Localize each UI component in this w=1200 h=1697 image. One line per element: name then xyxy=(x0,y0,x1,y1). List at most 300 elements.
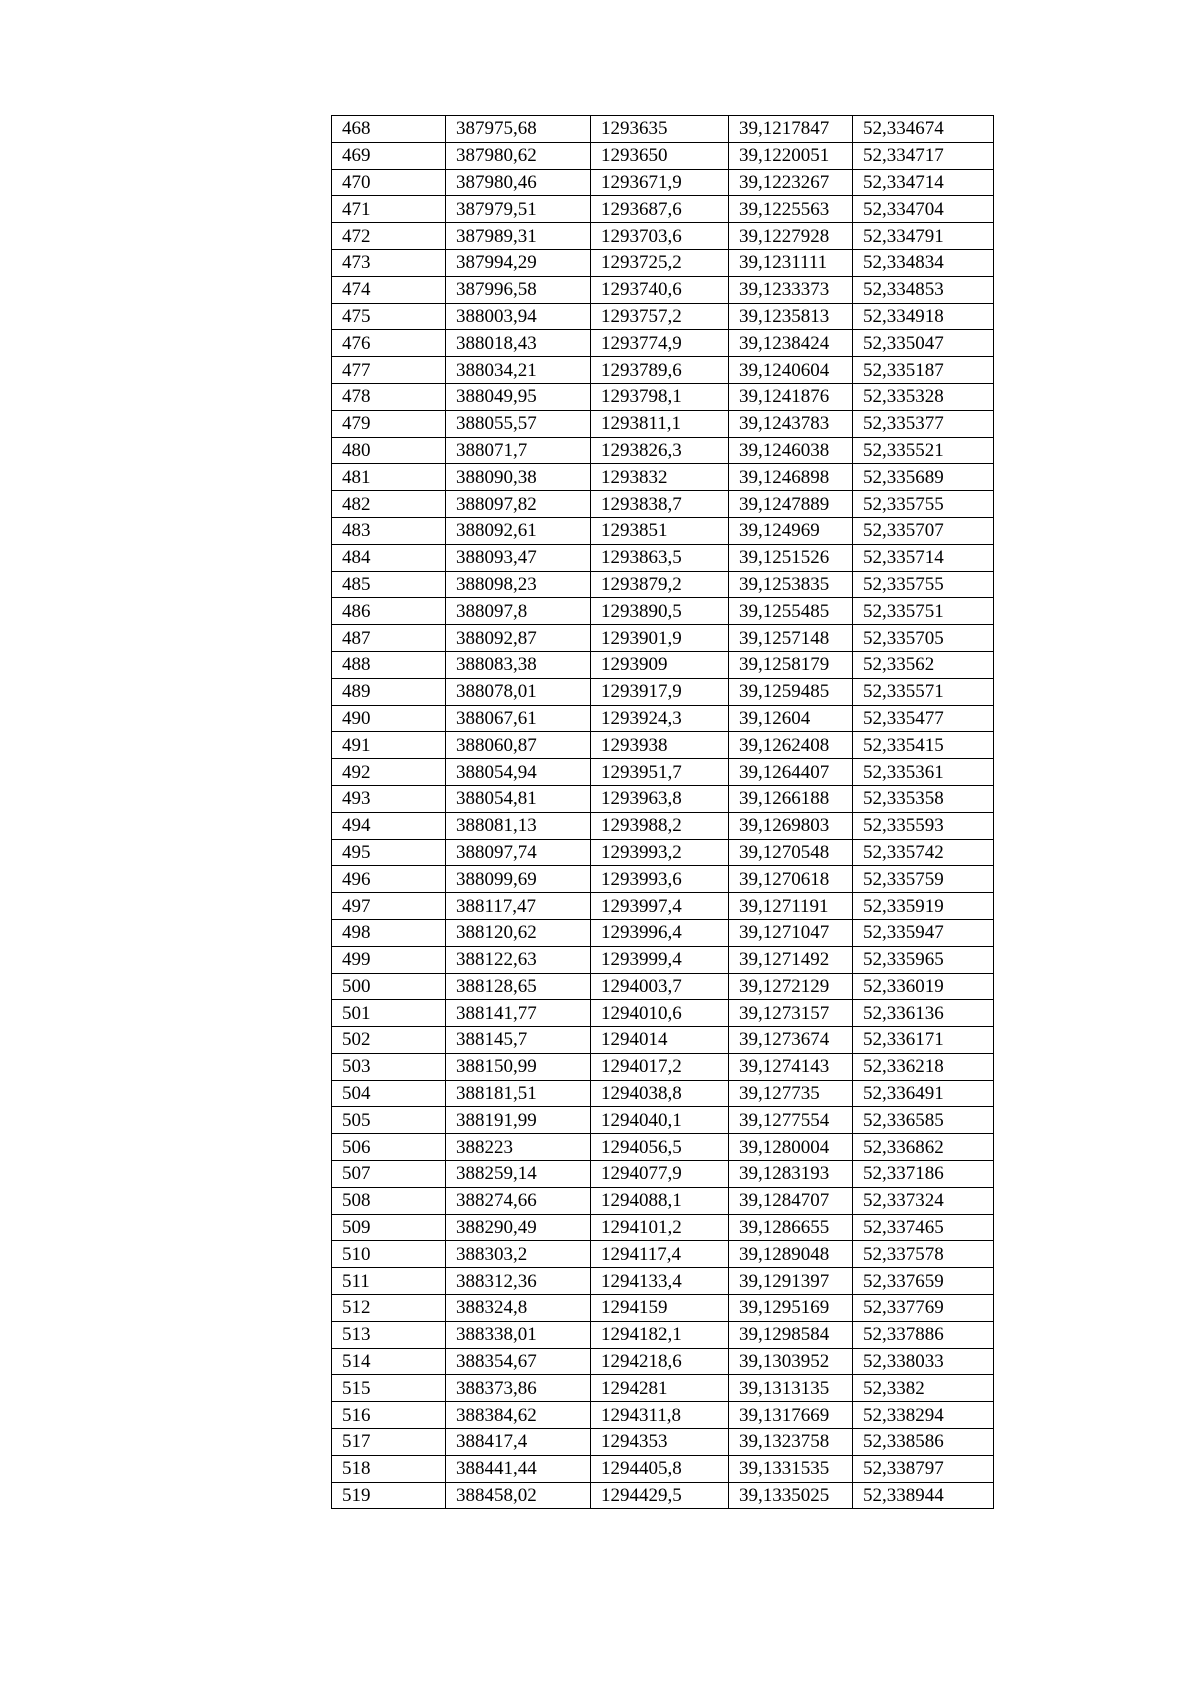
latitude-cell: 52,338797 xyxy=(853,1455,994,1482)
table-row xyxy=(332,169,994,196)
table-row xyxy=(332,517,994,544)
table-row xyxy=(332,571,994,598)
longitude-cell: 39,1217847 xyxy=(729,116,853,143)
latitude-cell: 52,338944 xyxy=(853,1482,994,1509)
latitude-cell: 52,335965 xyxy=(853,946,994,973)
x-coordinate-cell: 388384,62 xyxy=(446,1402,591,1429)
table-row xyxy=(332,383,994,410)
x-coordinate-cell: 388290,49 xyxy=(446,1214,591,1241)
table-row xyxy=(332,1241,994,1268)
y-coordinate-cell: 1294311,8 xyxy=(591,1402,729,1429)
latitude-cell: 52,335187 xyxy=(853,357,994,384)
latitude-cell: 52,336491 xyxy=(853,1080,994,1107)
point-number-cell: 492 xyxy=(332,759,446,786)
table-row xyxy=(332,303,994,330)
longitude-cell: 39,1233373 xyxy=(729,276,853,303)
y-coordinate-cell: 1294056,5 xyxy=(591,1134,729,1161)
point-number-cell: 490 xyxy=(332,705,446,732)
longitude-cell: 39,1286655 xyxy=(729,1214,853,1241)
point-number-cell: 512 xyxy=(332,1295,446,1322)
y-coordinate-cell: 1293838,7 xyxy=(591,491,729,518)
y-coordinate-cell: 1293993,2 xyxy=(591,839,729,866)
latitude-cell: 52,334714 xyxy=(853,169,994,196)
table-row xyxy=(332,1455,994,1482)
point-number-cell: 519 xyxy=(332,1482,446,1509)
x-coordinate-cell: 388099,69 xyxy=(446,866,591,893)
x-coordinate-cell: 388128,65 xyxy=(446,973,591,1000)
point-number-cell: 471 xyxy=(332,196,446,223)
latitude-cell: 52,336585 xyxy=(853,1107,994,1134)
y-coordinate-cell: 1294218,6 xyxy=(591,1348,729,1375)
latitude-cell: 52,336171 xyxy=(853,1027,994,1054)
y-coordinate-cell: 1294088,1 xyxy=(591,1187,729,1214)
table-row xyxy=(332,1053,994,1080)
y-coordinate-cell: 1294003,7 xyxy=(591,973,729,1000)
longitude-cell: 39,1274143 xyxy=(729,1053,853,1080)
x-coordinate-cell: 388191,99 xyxy=(446,1107,591,1134)
latitude-cell: 52,335714 xyxy=(853,544,994,571)
y-coordinate-cell: 1293963,8 xyxy=(591,785,729,812)
longitude-cell: 39,1246038 xyxy=(729,437,853,464)
y-coordinate-cell: 1293757,2 xyxy=(591,303,729,330)
latitude-cell: 52,334791 xyxy=(853,223,994,250)
latitude-cell: 52,335751 xyxy=(853,598,994,625)
latitude-cell: 52,337578 xyxy=(853,1241,994,1268)
longitude-cell: 39,1289048 xyxy=(729,1241,853,1268)
point-number-cell: 472 xyxy=(332,223,446,250)
y-coordinate-cell: 1294040,1 xyxy=(591,1107,729,1134)
y-coordinate-cell: 1293811,1 xyxy=(591,410,729,437)
longitude-cell: 39,1269803 xyxy=(729,812,853,839)
table-row xyxy=(332,946,994,973)
table-row xyxy=(332,973,994,1000)
y-coordinate-cell: 1294017,2 xyxy=(591,1053,729,1080)
latitude-cell: 52,335947 xyxy=(853,919,994,946)
longitude-cell: 39,1262408 xyxy=(729,732,853,759)
longitude-cell: 39,124969 xyxy=(729,517,853,544)
table-row xyxy=(332,785,994,812)
point-number-cell: 483 xyxy=(332,517,446,544)
table-row xyxy=(332,1214,994,1241)
table-row xyxy=(332,357,994,384)
point-number-cell: 480 xyxy=(332,437,446,464)
longitude-cell: 39,1247889 xyxy=(729,491,853,518)
y-coordinate-cell: 1293798,1 xyxy=(591,383,729,410)
point-number-cell: 491 xyxy=(332,732,446,759)
y-coordinate-cell: 1293851 xyxy=(591,517,729,544)
latitude-cell: 52,334834 xyxy=(853,249,994,276)
latitude-cell: 52,337769 xyxy=(853,1295,994,1322)
point-number-cell: 478 xyxy=(332,383,446,410)
longitude-cell: 39,1277554 xyxy=(729,1107,853,1134)
table-row xyxy=(332,437,994,464)
y-coordinate-cell: 1294077,9 xyxy=(591,1161,729,1188)
point-number-cell: 486 xyxy=(332,598,446,625)
x-coordinate-cell: 388098,23 xyxy=(446,571,591,598)
y-coordinate-cell: 1293909 xyxy=(591,651,729,678)
y-coordinate-cell: 1293997,4 xyxy=(591,893,729,920)
x-coordinate-cell: 388054,81 xyxy=(446,785,591,812)
table-row xyxy=(332,1268,994,1295)
longitude-cell: 39,1273157 xyxy=(729,1000,853,1027)
latitude-cell: 52,338586 xyxy=(853,1429,994,1456)
x-coordinate-cell: 387980,62 xyxy=(446,142,591,169)
y-coordinate-cell: 1293671,9 xyxy=(591,169,729,196)
point-number-cell: 508 xyxy=(332,1187,446,1214)
x-coordinate-cell: 387980,46 xyxy=(446,169,591,196)
y-coordinate-cell: 1293901,9 xyxy=(591,625,729,652)
x-coordinate-cell: 388093,47 xyxy=(446,544,591,571)
longitude-cell: 39,1223267 xyxy=(729,169,853,196)
longitude-cell: 39,1241876 xyxy=(729,383,853,410)
longitude-cell: 39,1317669 xyxy=(729,1402,853,1429)
x-coordinate-cell: 388120,62 xyxy=(446,919,591,946)
y-coordinate-cell: 1293725,2 xyxy=(591,249,729,276)
table-row xyxy=(332,249,994,276)
table-row xyxy=(332,651,994,678)
y-coordinate-cell: 1293924,3 xyxy=(591,705,729,732)
latitude-cell: 52,337324 xyxy=(853,1187,994,1214)
y-coordinate-cell: 1294101,2 xyxy=(591,1214,729,1241)
longitude-cell: 39,1266188 xyxy=(729,785,853,812)
y-coordinate-cell: 1294010,6 xyxy=(591,1000,729,1027)
x-coordinate-cell: 388092,87 xyxy=(446,625,591,652)
y-coordinate-cell: 1294038,8 xyxy=(591,1080,729,1107)
y-coordinate-cell: 1293650 xyxy=(591,142,729,169)
latitude-cell: 52,334853 xyxy=(853,276,994,303)
table-row xyxy=(332,1187,994,1214)
point-number-cell: 482 xyxy=(332,491,446,518)
latitude-cell: 52,335377 xyxy=(853,410,994,437)
longitude-cell: 39,1270618 xyxy=(729,866,853,893)
longitude-cell: 39,1227928 xyxy=(729,223,853,250)
table-row xyxy=(332,276,994,303)
x-coordinate-cell: 388303,2 xyxy=(446,1241,591,1268)
longitude-cell: 39,1291397 xyxy=(729,1268,853,1295)
x-coordinate-cell: 388338,01 xyxy=(446,1321,591,1348)
x-coordinate-cell: 388083,38 xyxy=(446,651,591,678)
x-coordinate-cell: 388097,82 xyxy=(446,491,591,518)
latitude-cell: 52,337186 xyxy=(853,1161,994,1188)
point-number-cell: 506 xyxy=(332,1134,446,1161)
latitude-cell: 52,335358 xyxy=(853,785,994,812)
table-row xyxy=(332,1375,994,1402)
table-row xyxy=(332,732,994,759)
point-number-cell: 504 xyxy=(332,1080,446,1107)
latitude-cell: 52,335755 xyxy=(853,491,994,518)
x-coordinate-cell: 388117,47 xyxy=(446,893,591,920)
y-coordinate-cell: 1293687,6 xyxy=(591,196,729,223)
y-coordinate-cell: 1294159 xyxy=(591,1295,729,1322)
table-row xyxy=(332,1295,994,1322)
y-coordinate-cell: 1294405,8 xyxy=(591,1455,729,1482)
point-number-cell: 494 xyxy=(332,812,446,839)
table-row xyxy=(332,223,994,250)
longitude-cell: 39,1255485 xyxy=(729,598,853,625)
x-coordinate-cell: 388092,61 xyxy=(446,517,591,544)
latitude-cell: 52,338033 xyxy=(853,1348,994,1375)
latitude-cell: 52,338294 xyxy=(853,1402,994,1429)
point-number-cell: 496 xyxy=(332,866,446,893)
point-number-cell: 497 xyxy=(332,893,446,920)
longitude-cell: 39,1246898 xyxy=(729,464,853,491)
x-coordinate-cell: 387996,58 xyxy=(446,276,591,303)
latitude-cell: 52,334918 xyxy=(853,303,994,330)
longitude-cell: 39,1231111 xyxy=(729,249,853,276)
y-coordinate-cell: 1293703,6 xyxy=(591,223,729,250)
table-row xyxy=(332,1482,994,1509)
table-row xyxy=(332,196,994,223)
longitude-cell: 39,1283193 xyxy=(729,1161,853,1188)
point-number-cell: 513 xyxy=(332,1321,446,1348)
latitude-cell: 52,337659 xyxy=(853,1268,994,1295)
longitude-cell: 39,1273674 xyxy=(729,1027,853,1054)
latitude-cell: 52,334674 xyxy=(853,116,994,143)
point-number-cell: 495 xyxy=(332,839,446,866)
x-coordinate-cell: 388097,8 xyxy=(446,598,591,625)
y-coordinate-cell: 1294117,4 xyxy=(591,1241,729,1268)
x-coordinate-cell: 388274,66 xyxy=(446,1187,591,1214)
table-row xyxy=(332,705,994,732)
latitude-cell: 52,335742 xyxy=(853,839,994,866)
latitude-cell: 52,335415 xyxy=(853,732,994,759)
x-coordinate-cell: 388122,63 xyxy=(446,946,591,973)
point-number-cell: 518 xyxy=(332,1455,446,1482)
x-coordinate-cell: 388145,7 xyxy=(446,1027,591,1054)
y-coordinate-cell: 1293988,2 xyxy=(591,812,729,839)
y-coordinate-cell: 1294014 xyxy=(591,1027,729,1054)
x-coordinate-cell: 388223 xyxy=(446,1134,591,1161)
point-number-cell: 499 xyxy=(332,946,446,973)
latitude-cell: 52,335759 xyxy=(853,866,994,893)
longitude-cell: 39,1251526 xyxy=(729,544,853,571)
point-number-cell: 516 xyxy=(332,1402,446,1429)
table-row xyxy=(332,410,994,437)
point-number-cell: 469 xyxy=(332,142,446,169)
latitude-cell: 52,337886 xyxy=(853,1321,994,1348)
longitude-cell: 39,1335025 xyxy=(729,1482,853,1509)
y-coordinate-cell: 1293951,7 xyxy=(591,759,729,786)
longitude-cell: 39,1220051 xyxy=(729,142,853,169)
x-coordinate-cell: 388067,61 xyxy=(446,705,591,732)
latitude-cell: 52,335361 xyxy=(853,759,994,786)
x-coordinate-cell: 387975,68 xyxy=(446,116,591,143)
table-row xyxy=(332,1134,994,1161)
table-row xyxy=(332,1321,994,1348)
x-coordinate-cell: 388259,14 xyxy=(446,1161,591,1188)
latitude-cell: 52,337465 xyxy=(853,1214,994,1241)
x-coordinate-cell: 387989,31 xyxy=(446,223,591,250)
y-coordinate-cell: 1293996,4 xyxy=(591,919,729,946)
x-coordinate-cell: 388081,13 xyxy=(446,812,591,839)
latitude-cell: 52,336218 xyxy=(853,1053,994,1080)
x-coordinate-cell: 388055,57 xyxy=(446,410,591,437)
point-number-cell: 514 xyxy=(332,1348,446,1375)
table-row xyxy=(332,142,994,169)
longitude-cell: 39,1225563 xyxy=(729,196,853,223)
latitude-cell: 52,335919 xyxy=(853,893,994,920)
point-number-cell: 475 xyxy=(332,303,446,330)
y-coordinate-cell: 1293832 xyxy=(591,464,729,491)
point-number-cell: 509 xyxy=(332,1214,446,1241)
table-row xyxy=(332,812,994,839)
point-number-cell: 501 xyxy=(332,1000,446,1027)
point-number-cell: 477 xyxy=(332,357,446,384)
point-number-cell: 468 xyxy=(332,116,446,143)
y-coordinate-cell: 1293789,6 xyxy=(591,357,729,384)
x-coordinate-cell: 388141,77 xyxy=(446,1000,591,1027)
longitude-cell: 39,12604 xyxy=(729,705,853,732)
latitude-cell: 52,335047 xyxy=(853,330,994,357)
table-row xyxy=(332,839,994,866)
point-number-cell: 474 xyxy=(332,276,446,303)
point-number-cell: 503 xyxy=(332,1053,446,1080)
x-coordinate-cell: 388181,51 xyxy=(446,1080,591,1107)
longitude-cell: 39,1271191 xyxy=(729,893,853,920)
table-row xyxy=(332,464,994,491)
longitude-cell: 39,1259485 xyxy=(729,678,853,705)
table-row xyxy=(332,1080,994,1107)
y-coordinate-cell: 1293917,9 xyxy=(591,678,729,705)
longitude-cell: 39,1258179 xyxy=(729,651,853,678)
x-coordinate-cell: 387979,51 xyxy=(446,196,591,223)
point-number-cell: 488 xyxy=(332,651,446,678)
y-coordinate-cell: 1293863,5 xyxy=(591,544,729,571)
table-row xyxy=(332,678,994,705)
point-number-cell: 493 xyxy=(332,785,446,812)
y-coordinate-cell: 1293826,3 xyxy=(591,437,729,464)
x-coordinate-cell: 388458,02 xyxy=(446,1482,591,1509)
y-coordinate-cell: 1293774,9 xyxy=(591,330,729,357)
x-coordinate-cell: 388324,8 xyxy=(446,1295,591,1322)
longitude-cell: 39,1284707 xyxy=(729,1187,853,1214)
x-coordinate-cell: 388373,86 xyxy=(446,1375,591,1402)
table-row xyxy=(332,625,994,652)
longitude-cell: 39,1271047 xyxy=(729,919,853,946)
latitude-cell: 52,335593 xyxy=(853,812,994,839)
table-row xyxy=(332,330,994,357)
y-coordinate-cell: 1293879,2 xyxy=(591,571,729,598)
longitude-cell: 39,1295169 xyxy=(729,1295,853,1322)
point-number-cell: 515 xyxy=(332,1375,446,1402)
point-number-cell: 510 xyxy=(332,1241,446,1268)
latitude-cell: 52,336136 xyxy=(853,1000,994,1027)
longitude-cell: 39,1240604 xyxy=(729,357,853,384)
x-coordinate-cell: 388018,43 xyxy=(446,330,591,357)
x-coordinate-cell: 388312,36 xyxy=(446,1268,591,1295)
point-number-cell: 489 xyxy=(332,678,446,705)
table-row xyxy=(332,1161,994,1188)
table-row xyxy=(332,544,994,571)
longitude-cell: 39,1238424 xyxy=(729,330,853,357)
coordinates-table xyxy=(331,115,994,1509)
longitude-cell: 39,1270548 xyxy=(729,839,853,866)
y-coordinate-cell: 1293890,5 xyxy=(591,598,729,625)
latitude-cell: 52,335328 xyxy=(853,383,994,410)
latitude-cell: 52,335705 xyxy=(853,625,994,652)
table-row xyxy=(332,759,994,786)
latitude-cell: 52,335477 xyxy=(853,705,994,732)
longitude-cell: 39,1313135 xyxy=(729,1375,853,1402)
table-row xyxy=(332,116,994,143)
longitude-cell: 39,1243783 xyxy=(729,410,853,437)
longitude-cell: 39,1303952 xyxy=(729,1348,853,1375)
y-coordinate-cell: 1293740,6 xyxy=(591,276,729,303)
point-number-cell: 470 xyxy=(332,169,446,196)
point-number-cell: 507 xyxy=(332,1161,446,1188)
table-row xyxy=(332,1107,994,1134)
point-number-cell: 484 xyxy=(332,544,446,571)
y-coordinate-cell: 1294133,4 xyxy=(591,1268,729,1295)
table-row xyxy=(332,1027,994,1054)
longitude-cell: 39,1272129 xyxy=(729,973,853,1000)
table-row xyxy=(332,893,994,920)
y-coordinate-cell: 1294429,5 xyxy=(591,1482,729,1509)
longitude-cell: 39,1235813 xyxy=(729,303,853,330)
x-coordinate-cell: 388034,21 xyxy=(446,357,591,384)
y-coordinate-cell: 1293635 xyxy=(591,116,729,143)
longitude-cell: 39,127735 xyxy=(729,1080,853,1107)
latitude-cell: 52,336862 xyxy=(853,1134,994,1161)
point-number-cell: 500 xyxy=(332,973,446,1000)
x-coordinate-cell: 388049,95 xyxy=(446,383,591,410)
table-row xyxy=(332,866,994,893)
latitude-cell: 52,335689 xyxy=(853,464,994,491)
latitude-cell: 52,335755 xyxy=(853,571,994,598)
point-number-cell: 498 xyxy=(332,919,446,946)
y-coordinate-cell: 1294281 xyxy=(591,1375,729,1402)
table-row xyxy=(332,919,994,946)
longitude-cell: 39,1298584 xyxy=(729,1321,853,1348)
table-row xyxy=(332,1429,994,1456)
table-row xyxy=(332,1348,994,1375)
latitude-cell: 52,335707 xyxy=(853,517,994,544)
longitude-cell: 39,1257148 xyxy=(729,625,853,652)
x-coordinate-cell: 388054,94 xyxy=(446,759,591,786)
y-coordinate-cell: 1293993,6 xyxy=(591,866,729,893)
point-number-cell: 473 xyxy=(332,249,446,276)
y-coordinate-cell: 1293999,4 xyxy=(591,946,729,973)
y-coordinate-cell: 1294353 xyxy=(591,1429,729,1456)
coordinates-table-body xyxy=(332,116,994,1509)
y-coordinate-cell: 1293938 xyxy=(591,732,729,759)
latitude-cell: 52,33562 xyxy=(853,651,994,678)
latitude-cell: 52,3382 xyxy=(853,1375,994,1402)
y-coordinate-cell: 1294182,1 xyxy=(591,1321,729,1348)
x-coordinate-cell: 388097,74 xyxy=(446,839,591,866)
table-row xyxy=(332,598,994,625)
x-coordinate-cell: 388150,99 xyxy=(446,1053,591,1080)
point-number-cell: 511 xyxy=(332,1268,446,1295)
latitude-cell: 52,335521 xyxy=(853,437,994,464)
longitude-cell: 39,1253835 xyxy=(729,571,853,598)
table-row xyxy=(332,1000,994,1027)
longitude-cell: 39,1331535 xyxy=(729,1455,853,1482)
latitude-cell: 52,335571 xyxy=(853,678,994,705)
x-coordinate-cell: 387994,29 xyxy=(446,249,591,276)
x-coordinate-cell: 388060,87 xyxy=(446,732,591,759)
x-coordinate-cell: 388078,01 xyxy=(446,678,591,705)
latitude-cell: 52,334717 xyxy=(853,142,994,169)
latitude-cell: 52,336019 xyxy=(853,973,994,1000)
x-coordinate-cell: 388441,44 xyxy=(446,1455,591,1482)
point-number-cell: 481 xyxy=(332,464,446,491)
point-number-cell: 505 xyxy=(332,1107,446,1134)
point-number-cell: 479 xyxy=(332,410,446,437)
longitude-cell: 39,1280004 xyxy=(729,1134,853,1161)
table-row xyxy=(332,1402,994,1429)
point-number-cell: 502 xyxy=(332,1027,446,1054)
